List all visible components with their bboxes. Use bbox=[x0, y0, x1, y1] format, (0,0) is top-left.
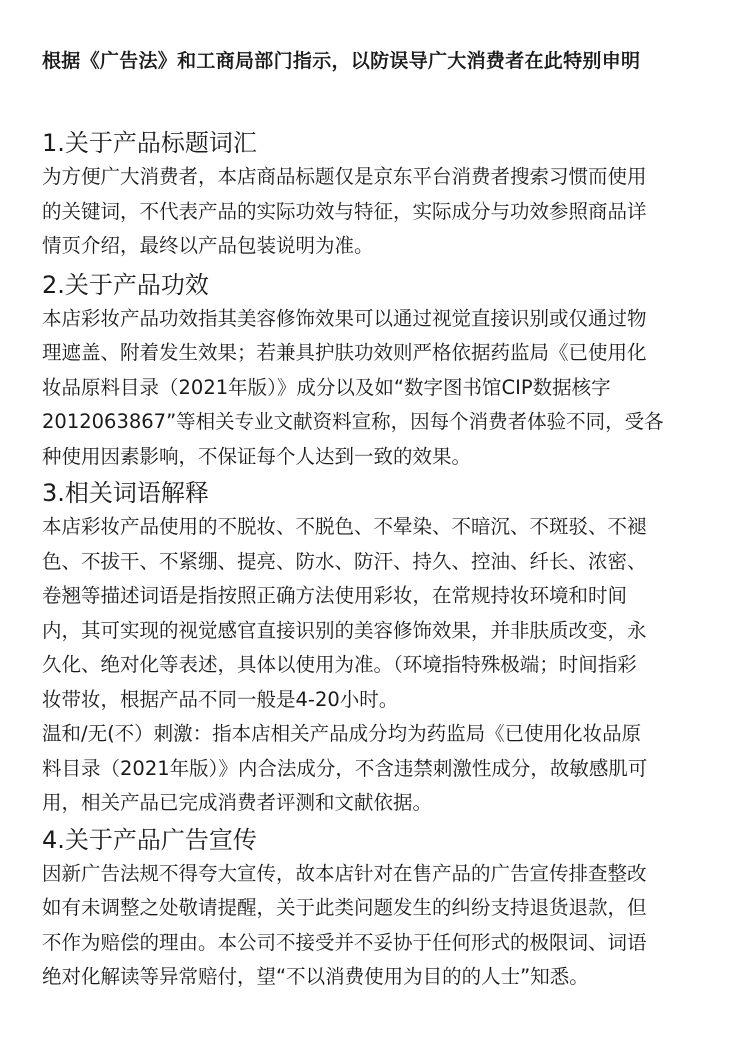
section-title: 1.关于产品标题词汇 bbox=[42, 129, 257, 157]
text-line: 料目录（2021年版）》内合法成分，不含违禁刺激性成分，故敏感肌可 bbox=[42, 756, 648, 780]
section-title: 4.关于产品广告宣传 bbox=[42, 825, 257, 854]
section-paragraph bbox=[42, 510, 710, 717]
text-line: 如有未调整之处敬请提醒，关于此类问题发生的纠纷支持退货退款，但 bbox=[42, 896, 647, 919]
notice-headline: 根据《广告法》和工商局部门指示，以防误导广大消费者在此特别申明 bbox=[42, 50, 641, 72]
text-line: 色、不拔干、不紧绷、提亮、防水、防汗、持久、控油、纤长、浓密、 bbox=[42, 549, 647, 573]
section-advertising bbox=[42, 823, 710, 995]
text-line: 2012063867”等相关专业文献资料宣称，因每个消费者体验不同，受各 bbox=[42, 410, 664, 433]
text-line: 本店彩妆产品功效指其美容修饰效果可以通过视觉直接识别或仅通过物 bbox=[42, 306, 647, 330]
section-term-explanations bbox=[42, 476, 710, 821]
text-line: 本店彩妆产品使用的不脱妆、不脱色、不晕染、不暗沉、不斑驳、不褪 bbox=[42, 515, 647, 538]
text-line: 情页介绍，最终以产品包装说明为准。 bbox=[42, 234, 374, 257]
text-line: 绝对化解读等异常赔付，望“不以消费使用为目的的人士”知悉。 bbox=[42, 965, 589, 988]
section-paragraph bbox=[42, 160, 710, 264]
text-line: 为方便广大消费者，本店商品标题仅是京东平台消费者搜索习惯而使用 bbox=[42, 165, 647, 188]
text-line: 妆品原料目录（2021年版）》成分以及如“数字图书馆CIP数据核字 bbox=[42, 375, 611, 399]
text-line: 种使用因素影响，不保证每个人达到一致的效果。 bbox=[42, 444, 472, 468]
section-title: 2.关于产品功效 bbox=[42, 270, 209, 299]
text-line: 温和/无(不）刺激：指本店相关产品成分均为药监局《已使用化妆品原 bbox=[42, 722, 642, 745]
section-paragraph bbox=[42, 717, 710, 821]
section-paragraph bbox=[42, 302, 710, 475]
text-line: 用，相关产品已完成消费者评测和文献依据。 bbox=[42, 791, 433, 814]
section-title: 3.相关词语解释 bbox=[42, 479, 209, 507]
text-line: 理遮盖、附着发生效果；若兼具护肤功效则严格依据药监局《已使用化 bbox=[42, 341, 647, 364]
section-product-efficacy bbox=[42, 268, 710, 475]
text-line: 卷翘等描述词语是指按照正确方法使用彩妆，在常规持妆环境和时间 bbox=[42, 584, 628, 607]
text-line: 妆带妆，根据产品不同一般是4-20小时。 bbox=[42, 687, 399, 711]
text-line: 因新广告法规不得夸大宣传，故本店针对在售产品的广告宣传排查整改 bbox=[42, 861, 647, 885]
text-line: 久化、绝对化等表述，具体以使用为准。（环境指特殊极端；时间指彩 bbox=[42, 653, 637, 676]
text-line: 内，其可实现的视觉感官直接识别的美容修饰效果，并非肤质改变，永 bbox=[42, 618, 647, 642]
section-product-title-terms bbox=[42, 126, 710, 264]
text-line: 不作为赔偿的理由。本公司不接受并不妥协于任何形式的极限词、词语 bbox=[42, 930, 647, 954]
text-line: 的关键词，不代表产品的实际功效与特征，实际成分与功效参照商品详 bbox=[42, 199, 647, 223]
section-paragraph bbox=[42, 857, 710, 995]
